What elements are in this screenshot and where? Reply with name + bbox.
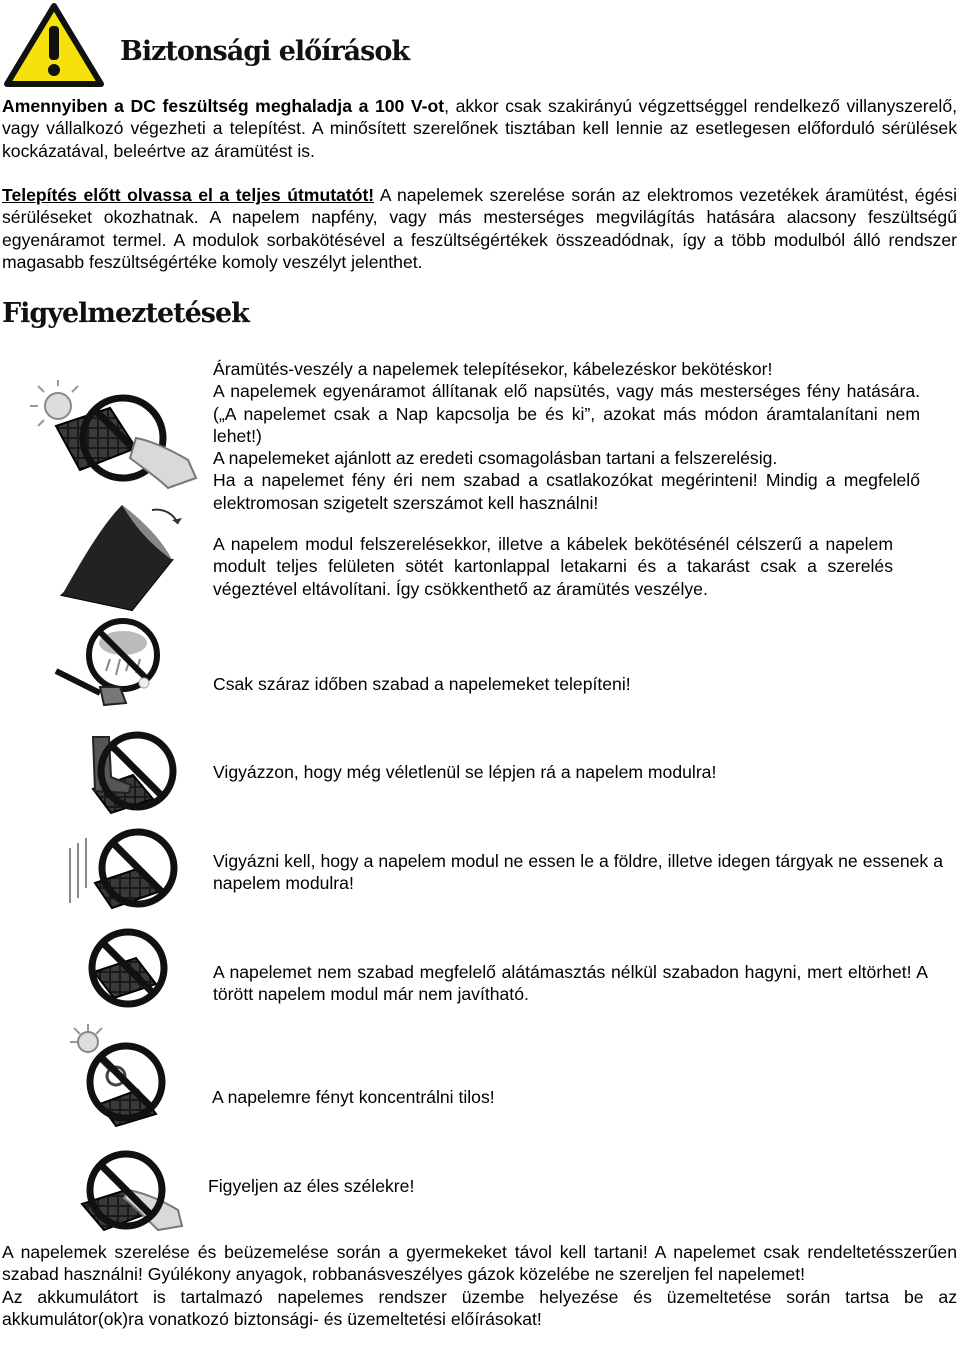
closing-line-2: Az akkumulátort is tartalmazó napelemes rendszer üzembe helyezése és üzemeltetése során tartsa be az akkumulátor(ok)ra vonatkozó biztonsági- és üzemeltetési előírásokat! [2, 1286, 957, 1329]
closing-line-1: A napelemek szerelése és beüzemelése során a gyermekeket távol kell tartani! A napelemet csak rendeltetésszerűen szabad használni! Gyúlékony anyagok, robbanásveszélyes gázok közelébe ne szereljen fel napelemet! [2, 1242, 957, 1285]
warning-6-line-1: A napelemet nem szabad megfelelő alátámasztás nélkül szabadon hagyni, mert eltörhet! A törött napelem modul már nem javítható. [213, 962, 928, 1005]
install-note-text: A napelemek szerelése során az elektromos vezetékek áramütést, égési sérüléseket okozhatnak. A napelem napfény, vagy más mesterséges megvilágítás hatására alacsony feszültségű egyenáramot termel. A modulok sorbakötésével a feszültségértékek összeadódnak, így a több modulból álló rendszer magasabb feszültségértéke komoly veszélyt jelenthet. [2, 185, 957, 272]
warning-5-line-1: Vigyázni kell, hogy a napelem modul ne essen le a földre, illetve idegen tárgyak ne essenek a napelem modulra! [213, 851, 943, 894]
cover-panel-icon [52, 500, 202, 615]
warning-2-line-1: A napelem modul felszerelésekkor, illetve a kábelek bekötésénél célszerű a napelem modult teljes felületen sötét kartonlappal letakarni és a takarást csak a szerelés végeztével eltávolítani. Így csökkenthető az áramütés veszélye. [213, 534, 893, 599]
warning-1-line-4: Ha a napelemet fény éri nem szabad a csatlakozókat megérinteni! Mindig a megfelelő elektromosan szigetelt szerszámot kell használni! [213, 470, 920, 513]
warning-1-line-2: A napelemek egyenáramot állítanak elő napsütés, vagy más mesterséges fény hatására. („A napelemet csak a Nap kapcsolja be és ki”, azokat más módon áramtalanítani nem lehet!) [213, 381, 920, 446]
sun-hand-panel-icon [18, 378, 198, 493]
warning-3-line-1: Csak száraz időben szabad a napelemeket telepíteni! [213, 674, 631, 694]
install-note-lead: Telepítés előtt olvassa el a teljes útmutatót! [2, 185, 375, 205]
warnings-heading: Figyelmeztetések [2, 298, 249, 329]
intro-paragraph [2, 95, 957, 162]
no-concentrated-light-icon [60, 1020, 180, 1130]
warning-4 [213, 761, 893, 783]
warning-7 [212, 1086, 892, 1108]
sharp-edges-icon [68, 1146, 188, 1236]
no-step-icon [75, 727, 185, 817]
warning-triangle-icon [3, 2, 105, 88]
warning-8 [208, 1175, 888, 1197]
no-unsupported-icon [80, 922, 180, 1012]
warning-6 [213, 961, 928, 1006]
warning-7-line-1: A napelemre fényt koncentrálni tilos! [212, 1087, 495, 1107]
no-falling-objects-icon [60, 818, 190, 918]
no-rain-icon [48, 613, 168, 713]
intro-bold-lead: Amennyiben a DC feszültség meghaladja a 100 V-ot [2, 96, 445, 116]
closing-paragraph [2, 1241, 957, 1330]
warning-8-line-1: Figyeljen az éles szélekre! [208, 1176, 415, 1196]
install-note-paragraph [2, 184, 957, 273]
page-title: Biztonsági előírások [120, 36, 410, 67]
warning-2 [213, 533, 893, 600]
warning-1-line-3: A napelemeket ajánlott az eredeti csomagolásban tartani a felszerelésig. [213, 448, 778, 469]
intro-text: , akkor csak szakirányú végzettséggel rendelkező villanyszerelő, vagy vállalkozó végezheti a telepítést. A minősített szerelőnek tisztában kell lennie az esetlegesen előforduló sérülések kockázatával, beleértve az áramütést is. [2, 96, 957, 161]
warning-5 [213, 850, 943, 895]
warning-3 [213, 673, 893, 695]
warning-1-line-1: Áramütés-veszély a napelemek telepítésekor, kábelezéskor bekötéskor! [213, 359, 773, 379]
warning-4-line-1: Vigyázzon, hogy még véletlenül se lépjen rá a napelem modulra! [213, 762, 717, 782]
warning-1 [213, 358, 920, 514]
